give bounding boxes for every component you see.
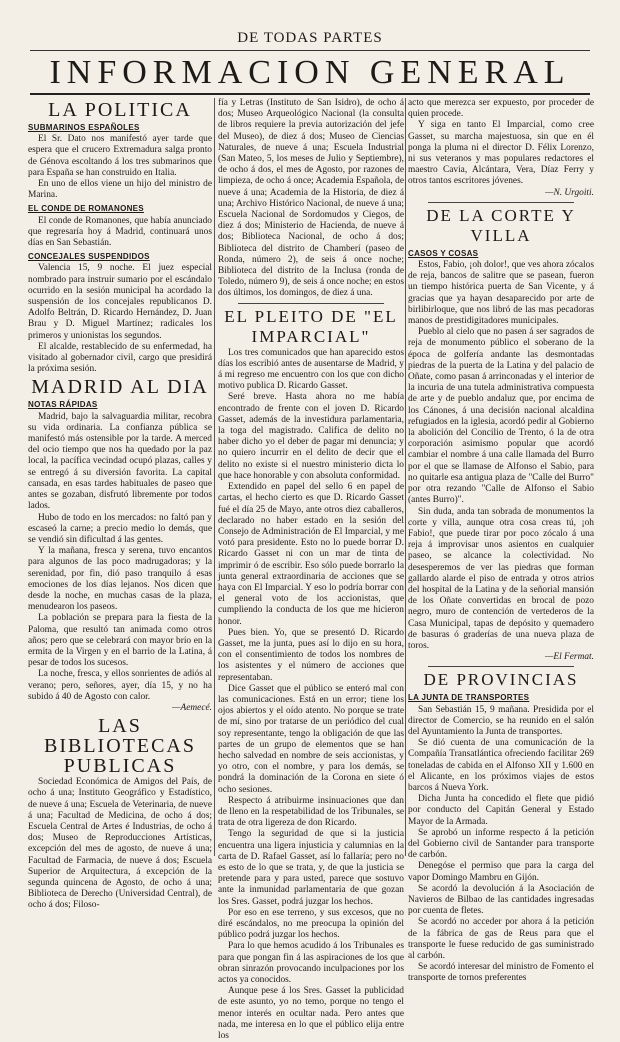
separator <box>428 202 574 203</box>
page-masthead: INFORMACION GENERAL <box>49 54 571 91</box>
subheading: LA JUNTA DE TRANSPORTES <box>408 693 530 703</box>
paragraph: Se aprobó un informe respecto á la petición del Gobierno civil de Santander para transporte de carbón. <box>408 827 594 861</box>
column-2 <box>218 98 404 1042</box>
section-heading-bibliotecas: LAS BIBLIOTECAS PUBLICAS <box>44 715 196 778</box>
paragraph: Sociedad Económica de Amigos del País, de ocho á una; Instituto Geográfico y Estadístico, de nueve á una; Escuela de Veterinaria, de nueve á una; Facultad de Medicina, de ocho á dos; Escuela Central de Artes é Industrias, de ocho á dos; Museo de Reproducciones Artísticas, excepción del mes de agosto, de nueve á una; Facultad de Farmacia, de nueve á dos; Escuela Superior de Arquitectura, á excepción de la segunda quincena de Agosto, de ocho á una; Biblioteca de Derecho (Universidad Central), de ocho á dos; Filoso- <box>28 777 212 911</box>
column-3 <box>408 98 594 984</box>
section-heading-provincias: DE PROVINCIAS <box>423 670 579 690</box>
signature: —El Fermat. <box>545 652 594 663</box>
paragraph: Se acordó interesar del ministro de Fomento el transporte de tornos preferentes <box>408 962 594 984</box>
section-heading-politica: LA POLITICA <box>48 99 192 121</box>
paragraph: El conde de Romanones, que había anunciado que regresaría hoy á Madrid, continuará unos días en San Sebastián. <box>28 215 212 249</box>
signature: —Aemecé. <box>172 702 212 713</box>
paragraph: Sin duda, anda tan sobrada de monumentos la corte y villa, aunque otra cosa creas tú, ¡oh Fabio!, que puede tirar por poco zócalo á una reja á improvisar unos asientos en cualquier paseo, se alcance la colectividad. No desesperemos de ver las piedras que forman gallardo alarde el piso de entrada y otros atrios del hospital de la Latina y de la señorial mansión de los Oñate convertidas en brocal de pozo negro, muro de contención de vertederos de la Casa Municipal, tapas de depósito y quemadero de basuras ó graderías de una nueva plaza de toros. <box>408 506 594 651</box>
paragraph: Por eso en ese terreno, y sus excesos, que no diré escándalos, no me preocupa la opinión del público podrá juzgar los hechos. <box>218 907 404 941</box>
paragraph: Hubo de todo en los mercados: no faltó pan y escaseó la carne; a precio medio lo demás, que se vendió sin dificultad á las gentes. <box>28 512 212 545</box>
section-kicker: DE TODAS PARTES <box>237 30 383 46</box>
section-heading-corte: DE LA CORTE Y VILLA <box>426 205 576 245</box>
paragraph: acto que merezca ser expuesto, por proceder de quien procede. <box>408 98 594 120</box>
paragraph: Madrid, bajo la salvaguardia militar, recobra su vida ordinaria. La confianza pública se manifestó más ostensible por la tarde. A merced del ocio tiempo que nos ha quedado por la paz local, la pacífica vecindad ocupó plazas, calles y se entregó á su diversión favorita. La capital cansada, en esas tardes habituales de paseo que antes se gozaban, disfrutó libremente por todos lados. <box>28 411 212 512</box>
section-heading-pleito: EL PLEITO DE "EL IMPARCIAL" <box>224 306 398 346</box>
paragraph: Denegóse el permiso que para la carga del vapor Domingo Mambru en Gijón. <box>408 861 594 883</box>
paragraph: El Sr. Dato nos manifestó ayer tarde que espera que el crucero Extremadura salga pronto de Génova escoltando á los tres submarinos que para España se han construido en Italia. <box>28 134 212 178</box>
paragraph: Pues bien. Yo, que se presentó D. Ricardo Gasset, me la junta, pues así lo dijo en su hora, con el consentimiento de todos los nombres de los asistentes y el número de acciones que representaban. <box>218 627 404 683</box>
paragraph: La población se prepara para la fiesta de la Paloma, que resultó tan animada como otros años; pero que se celebrará con mayor brío en la ermita de la Virgen y en el barrio de la Latina, á pesar de todos los sucesos. <box>28 613 212 669</box>
column-1 <box>28 98 212 911</box>
paragraph: Aunque pese á los Sres. Gasset la publicidad de este asunto, yo no temo, porque no tengo el menor interés en ocultar nada. Pero antes que nada, me interesa en lo que el público elija entre los <box>218 986 404 1042</box>
paragraph: La noche, fresca, y ellos sonrientes de adiós al verano; pero, señores, ayer, día 15, y no ha subido á 40 de Agosto con calor. <box>28 669 212 702</box>
column-divider <box>214 98 215 856</box>
paragraph: Tengo la seguridad de que si la justicia encuentra una ligera injusticia y calumnias en la carta de D. Rafael Gasset, así lo fallaría; pero no es esto de lo que se trata, y, de que la justicia se pretende para y para usted, parece que sostuvo ante la inmunidad parlamentaria de que gozan los Sres. Gasset, podrá juzgar los hechos. <box>218 829 404 907</box>
paragraph: Dicha Junta ha concedido el flete que pidió por conducto del Capitán General y Estado Mayor de la Armada. <box>408 794 594 827</box>
signature: —N. Urgoiti. <box>545 187 594 198</box>
paragraph: Pueblo al cielo que no pasen á ser sagrados de reja de monumento público el soberano de la época de golfería andante las desmontadas piedras de la puerta de la Latina y del palacio de Oñate, como pasan á arrinconadas y el interior de la incuria de una tutela administrativa compuesta de arte y de pueblo andaluz que, por encima de los Cánones, á una decisión nacional alcaldina refugiados en la iglesia, acordó pedir al Gobierno la abolición del Concilio de Trento, ó la de otra corporación asimismo popular que acordó cambiar el nombre á una calle llamada del Burro por el que se llamase de Alfonso el Sabio, para no quitarle esa antigua plaza de "Calle del Burro" por otra rezando "Calle de Alfonso el Sabio (antes Burro)". <box>408 327 594 506</box>
paragraph: Estos, Fabio, ¡oh dolor!, que ves ahora zócalos de reja, bancos de salitre que se pasean, fueron un tiempo histórica puerta de San Vicente, y á gracias que ya hayan desaparecido por arte de birlibirloque, que nos libró de las mas pecadoras manos de prestidigitadores municipales. <box>408 260 594 327</box>
masthead-rule <box>30 93 590 95</box>
paragraph: Seré breve. Hasta ahora no me había encontrado de frente con el joven D. Ricardo Gasset, además de la investidura parlamentaria, la toga del magistrado. Califica de delito no haber dicho yo el deber de pagar mi denuncia; y no quiero incurrir en el delito de decir que el delito no existe si el nuestro ministerio dicta lo que hace honorable y con absoluta conformidad. <box>218 392 404 481</box>
paragraph: Se acordó la devolución á la Asociación de Navieros de Bilbao de las cantidades ingresadas por cuenta de fletes. <box>408 883 594 917</box>
column-divider <box>405 98 406 856</box>
subheading: NOTAS RÁPIDAS <box>28 400 98 410</box>
paragraph: Respecto á atribuirme insinuaciones que dan de lleno en la respetabilidad de los Tribunales, se trata de otra ligereza de don Ricardo. <box>218 795 404 829</box>
paragraph: Y la mañana, fresca y serena, tuvo encantos para algunos de las poco madrugadoras; y la serenidad, por fin, dió paso tranquilo á esas emociones de los días lejanos. Nos dicen que desde la noche, en muchas casas de la plaza, menudearon los paseos. <box>28 546 212 613</box>
paragraph: San Sebastián 15, 9 mañana. Presidida por el director de Comercio, se ha reunido en el salón del Ayuntamiento la Junta de transportes. <box>408 704 594 737</box>
paragraph: En uno de ellos viene un hijo del ministro de Marina. <box>28 179 212 201</box>
separator <box>428 666 574 667</box>
paragraph: Valencia 15, 9 noche. El juez especial nombrado para instruir sumario por el escándalo ocurrido en la sesión municipal ha acordado la suspensión de los concejales republicanos D. Adolfo Beltrán, D. Ricardo Hernández, D. Juan Brau y D. Miguel Martínez; radicales los primeros y unionistas los segundos. <box>28 263 212 341</box>
subheading: EL CONDE DE ROMANONES <box>28 204 144 214</box>
separator <box>238 303 384 304</box>
paragraph: Dice Gasset que el público se enteró mal con las comunicaciones. Está en un error; tiene los ojos abiertos y el oído atento. No porque se trate de mí, sino por tratarse de un periódico del cual soy representante, tengo la obligación de que las partes de un grupo de elementos que se han hecho salvedad en nombre de seis accionistas, y yo otro, con el nombre, y para los demás, se pondrá la dominación de la Corona en siete ó ocho sesiones. <box>218 683 404 795</box>
paragraph: Para lo que hemos acudido á los Tribunales es para que pongan fin á las aspiraciones de los que obran sinrazón provocando inculpaciones por los actos ya conocidos. <box>218 941 404 986</box>
subheading: CASOS Y COSAS <box>408 248 479 258</box>
paragraph: Extendido en papel del sello 6 en papel de cartas, el hecho cierto es que D. Ricardo Gasset fué el día 25 de Mayo, ante otros diez caballeros, declarado no haber estado en la sesión del Consejo de Administración de El Imparcial, y me votó para presidente. Esto no lo puede borrar D. Ricardo Gasset ni con un mar de tinta de imprimir ó de escribir. Eso sólo puede borrarlo la junta general extraordinaria de acciones que se haya con El Imparcial. Y eso lo podría borrar con el general voto de los accionistas, que cumpliendo la conducta de los que me hicieron honor. <box>218 482 404 627</box>
paragraph: Se dió cuenta de una comunicación de la Compañía Transatlántica ofreciendo facilitar 269 toneladas de cabida en el Alfonso XII y 1.600 en el Alicante, en los próximos viajes de estos barcos á Nueva York. <box>408 738 594 793</box>
subheading: SUBMARINOS ESPAÑOLES <box>28 123 140 132</box>
paragraph: fía y Letras (Instituto de San Isidro), de ocho á dos; Museo Arqueológico Nacional (la consulta de libros requiere la previa autorización del jefe del Museo), de diez á dos; Museo de Ciencias Naturales, de nueve á una; Escuela Industrial (San Mateo, 5, los meses de Julio y Septiembre), de ocho á dos, el mes de Agosto, por razones de limpieza, de ocho á once; Academia Española, de nueve á una; Academia de la Historia, de diez á una; Archivo Histórico Nacional, de nueve á una; Escuela Nacional de Sordomudos y Ciegos, de diez á dos; Ministerio de Hacienda, de nueve á dos; Biblioteca Nacional, de ocho á dos; Biblioteca del distrito de Chamberí (paseo de Ronda, número 2), de seis á once noche; Biblioteca del distrito de la Inclusa (ronda de Toledo, número 9), de seis á once noche; en estos dos últimos, los domingos, de diez á una. <box>218 98 404 299</box>
paragraph: Y siga en tanto El Imparcial, como cree Gasset, su marcha majestuosa, sin que en él ponga la pluma ni el director D. Félix Lorenzo, ni sus veteranos y mas populares redactores el maestro Cavia, Alcántara, Vera, Díaz Ferry y otros tantos escritores jóvenes. <box>408 120 594 187</box>
section-heading-madrid: MADRID AL DIA <box>31 376 209 399</box>
paragraph: El alcalde, restablecido de su enfermedad, ha visitado al gobernador civil, cargo que presidirá la próxima sesión. <box>28 341 212 375</box>
paragraph: Se acordó no acceder por ahora á la petición de la fábrica de gas de Reus para que el transporte le fuese reducido de gas suministrado al carbón. <box>408 917 594 962</box>
top-rule <box>30 50 590 51</box>
paragraph: Los tres comunicados que han aparecido estos días los escribió antes de ausentarse de Madrid, y á mi regreso me encuentro con los que con dicho motivo publica D. Ricardo Gasset. <box>218 347 404 392</box>
subheading: CONCEJALES SUSPENDIDOS <box>28 252 150 262</box>
